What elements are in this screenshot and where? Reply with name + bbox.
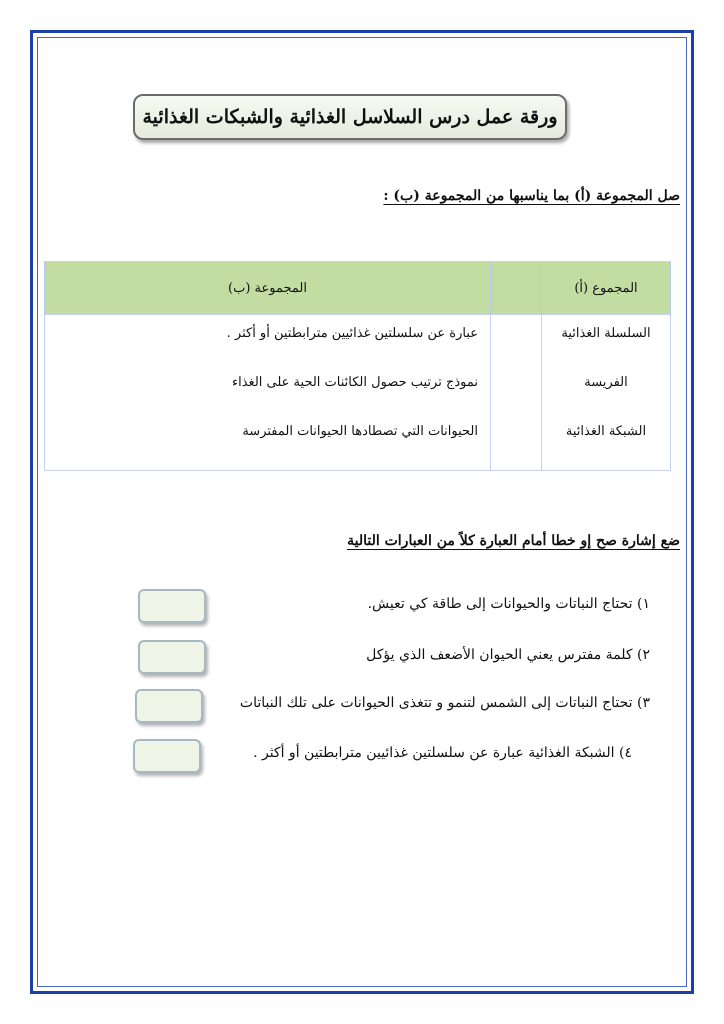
answer-box-3[interactable] — [135, 689, 203, 723]
group-a-item: الفريسة — [584, 375, 628, 390]
group-b-item: الحيوانات التي تصطادها الحيوانات المفترسة — [242, 424, 478, 439]
matching-table — [44, 261, 671, 471]
answer-box-2[interactable] — [138, 640, 206, 674]
group-b-item: نموذج ترتيب حصول الكائنات الحية على الغذاء — [232, 375, 478, 390]
group-b-item: عبارة عن سلسلتين غذائيين مترابطتين أو أكثر . — [226, 326, 478, 341]
statement-3: ٣) تحتاج النباتات إلى الشمس لتنمو و تتغذى الحيوانات على تلك النباتات — [239, 695, 650, 711]
statement-4: ٤) الشبكة الغذائية عبارة عن سلسلتين غذائيين مترابطتين أو أكثر . — [253, 745, 632, 761]
answer-box-4[interactable] — [133, 739, 201, 773]
matching-instruction: صل المجموعة (أ) بما يناسبها من المجموعة (ب) : — [383, 188, 680, 204]
header-group-b-text: المجموعة (ب) — [228, 280, 307, 296]
matching-gap-column[interactable] — [491, 315, 542, 471]
true-false-instruction: ضع إشارة صح إو خطا أمام العبارة كلاً من العبارات التالية — [347, 533, 680, 549]
header-group-a: المجموع (أ) — [542, 262, 671, 315]
header-spacer — [491, 262, 542, 315]
statement-1: ١) تحتاج النباتات والحيوانات إلى طاقة كي تعيش. — [367, 596, 650, 612]
group-a-item: السلسلة الغذائية — [561, 326, 651, 341]
worksheet-title-text: ورقة عمل درس السلاسل الغذائية والشبكات الغذائية — [142, 106, 558, 128]
group-b-column — [45, 315, 491, 471]
page-border-inner — [37, 37, 687, 987]
worksheet-title — [133, 94, 567, 140]
header-group-b — [45, 262, 491, 315]
statement-2: ٢) كلمة مفترس يعني الحيوان الأضعف الذي يؤكل — [366, 647, 650, 663]
group-a-column — [542, 315, 671, 471]
answer-box-1[interactable] — [138, 589, 206, 623]
group-a-item: الشبكة الغذائية — [565, 424, 647, 439]
